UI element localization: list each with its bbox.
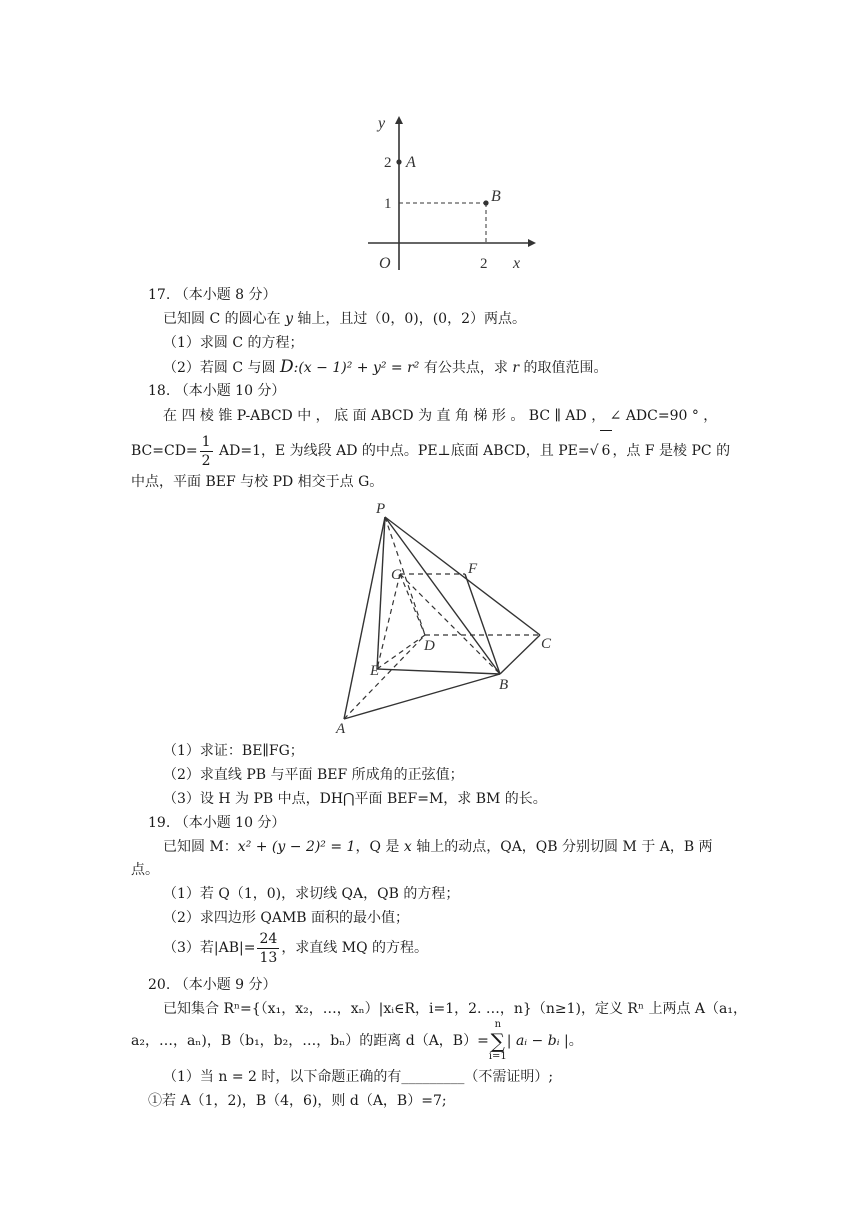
q19-line1-c: 轴上的动点，QA，QB 分别切圆 M 于 A，B 两 [411,839,713,855]
q17-header: 17. （本小题 8 分） [148,287,277,303]
edge-fb [465,574,500,674]
q20-line2-b: 。 [568,1033,583,1049]
point-a-dot [396,159,401,164]
q19-line1-a: 已知圆 M： [163,839,238,855]
q20-line2-a: a₂，…，aₙ)，B（b₁，b₂，…，bₙ）的距离 d（A，B）= [131,1033,489,1049]
q18-line3: 中点，平面 BEF 与校 PD 相交于点 G。 [131,474,384,490]
vertex-f-label: F [468,561,478,577]
q18-fraction [200,433,213,470]
q20-part1: （1）当 n = 2 时，以下命题正确的有_________（不需证明）; [163,1069,554,1085]
x-axis-label: x [513,255,521,272]
q18-part2: （2）求直线 PB 与平面 BEF 所成角的正弦值； [163,767,464,783]
q18-sqrt-value: 6 [600,430,613,471]
q19-frac-num: 24 [259,930,278,947]
q20-header: 20. （本小题 9 分） [148,977,277,993]
q18-line2-c: ，点 F 是棱 PC 的 [612,443,731,459]
coordinate-graph [350,110,550,280]
q20-sum-body: | aᵢ − bᵢ | [506,1033,569,1049]
q17-r: r [512,360,520,376]
edge-pc [385,517,540,635]
q19-x: x [403,839,412,855]
q20-line1: 已知集合 Rⁿ={（x₁，x₂，…，xₙ）|xᵢ∈R，i=1，2. …，n}（n≥1)，定义 Rⁿ 上两点 A（a₁， [163,1001,747,1017]
edge-ge [377,574,400,669]
origin-label: O [379,255,391,272]
q20-summation [489,1019,507,1063]
q17-part2-b: 有公共点，求 [419,360,513,376]
vertex-b-label: B [499,677,509,693]
tick-y-2: 2 [384,155,392,171]
point-a-label: A [406,154,416,171]
q18-line1: 在 四 棱 锥 P-ABCD 中 ， 底 面 ABCD 为 直 角 梯 形 。 BC ∥ AD ， ∠ ADC=90 ° ， [163,408,718,424]
q19-part2: （2）求四边形 QAMB 面积的最小值； [163,910,410,926]
x-axis-arrow [528,239,536,247]
edge-gb [400,574,500,674]
vertex-g-label: G [391,567,402,583]
y-axis-arrow [395,116,403,124]
q18-part3: （3）设 H 为 PB 中点，DH⋂平面 BEF=M，求 BM 的长。 [163,791,547,807]
pyramid-figure [330,497,560,737]
q17-stem [163,309,526,329]
edge-gd [400,574,425,635]
edge-ad [344,635,425,719]
q17-equation: :(x − 1)² + y² = r² [293,360,420,376]
q17-circle-d: D [279,357,294,377]
q19-fraction [257,930,279,967]
y-axis-label: y [378,115,386,132]
q19-line2: 点。 [131,862,159,878]
q19-frac-den: 13 [259,949,278,966]
q18-line2 [131,430,730,470]
vertex-a-label: A [336,721,346,737]
point-b-dot [483,200,488,205]
q18-line2-a: BC=CD= [131,443,198,459]
q17-stem-y: y [285,311,293,327]
q20-sum-top: n [494,1019,502,1030]
q17-part2 [163,357,607,378]
q18-sqrt-sign: √ [589,443,599,459]
q19-line1 [163,834,713,860]
vertex-c-label: C [541,636,552,652]
edge-eb [377,669,500,674]
point-b-label: B [491,188,501,205]
vertex-d-label: D [424,638,435,654]
q19-part3-b: ，求直线 MQ 的方程。 [281,940,429,956]
tick-y-1: 1 [384,196,392,212]
q20-sigma: ∑ [490,1029,505,1053]
edge-bc [500,635,540,674]
q18-header: 18. （本小题 10 分） [148,383,286,399]
q17-part1: （1）求圆 C 的方程； [163,335,304,351]
q17-part2-a: （2）若圆 C 与圆 [163,360,280,376]
q20-item1: ①若 A（1，2)，B（4，6)，则 d（A，B）=7; [148,1093,447,1109]
q19-part1: （1）若 Q（1，0)，求切线 QA，QB 的方程； [163,886,460,902]
q17-part2-c: 的取值范围。 [519,360,608,376]
q19-header: 19. （本小题 10 分） [148,815,286,831]
q20-sum-bottom: i=1 [488,1051,507,1062]
vertex-p-label: P [376,501,386,517]
vertex-e-label: E [370,663,380,679]
tick-x-2: 2 [480,256,488,272]
q19-part3-a: （3）若|AB|= [163,940,256,956]
q18-line2-b: AD=1，E 为线段 AD 的中点。PE⊥底面 ABCD，且 PE= [214,443,590,459]
q18-frac-den: 2 [201,452,211,469]
q19-part3 [163,926,428,970]
q17-stem-a: 已知圆 C 的圆心在 [163,311,286,327]
q19-line1-b: ，Q 是 [355,839,404,855]
q18-frac-num: 1 [201,433,211,450]
q20-line2 [131,1019,583,1062]
edge-ab [344,674,500,719]
q17-stem-b: 轴上，且过（0，0)，(0，2）两点。 [292,311,526,327]
q18-part1: （1）求证：BE∥FG； [163,743,304,759]
edge-pa [344,517,385,719]
q19-equation: x² + (y − 2)² = 1 [237,839,356,855]
